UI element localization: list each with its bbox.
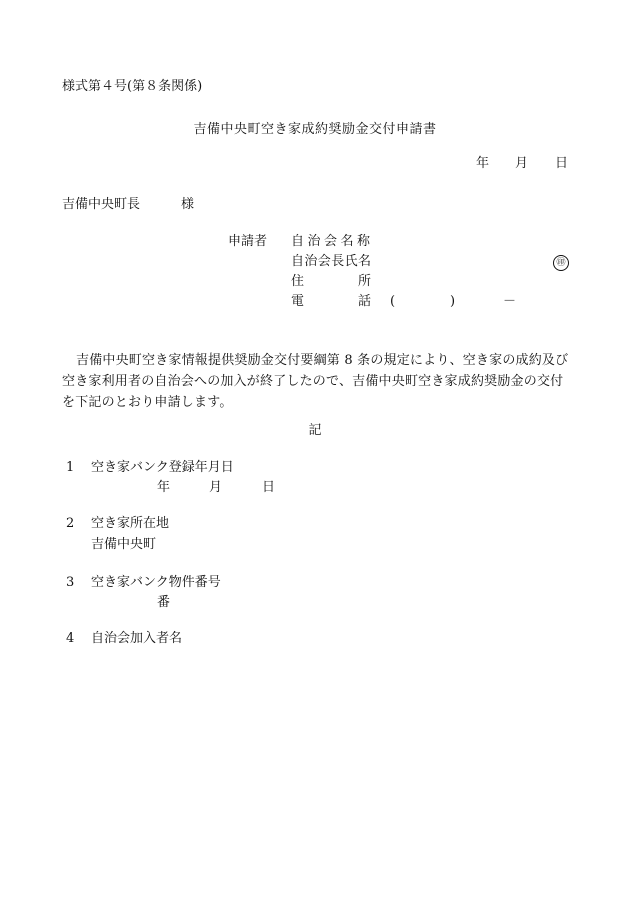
ki-heading: 記 (308, 423, 322, 438)
date-day-label: 日 (555, 156, 569, 171)
item-label: 自治会加入者名 (91, 631, 183, 646)
application-paragraph: 吉備中央町空き家情報提供奨励金交付要綱第 8 条の規定により、空き家の成約及び空き家利用者の自治会への加入が終了したので、吉備中央町空き家成約奨励金の交付を下記のとおり申請します。 (62, 353, 569, 410)
item-label: 空き家バンク登録年月日 (91, 460, 234, 475)
registration-day-label: 日 (262, 480, 276, 495)
leader-name-label: 自治会長氏名 (291, 254, 371, 269)
seal-mark-icon: ㊞ (553, 255, 569, 271)
registration-month-label: 月 (209, 480, 223, 495)
addressee-name: 吉備中央町長 (62, 197, 141, 212)
applicant-label: 申請者 (228, 234, 268, 249)
property-number-suffix: 番 (157, 595, 171, 610)
location-town-value: 吉備中央町 (91, 537, 157, 552)
address-label: 住所 (291, 274, 371, 289)
association-name-label: 自治会名称 (291, 234, 374, 249)
item-number: 4 (66, 631, 75, 646)
item-number: 3 (66, 575, 75, 590)
date-year-label: 年 (476, 156, 490, 171)
item-number: 1 (66, 460, 75, 475)
registration-year-label: 年 (157, 480, 171, 495)
phone-dash: － (503, 294, 517, 309)
item-label: 空き家所在地 (91, 516, 170, 531)
form-number: 様式第４号(第８条関係) (62, 79, 203, 94)
phone-close-paren: ) (450, 294, 456, 309)
addressee-honorific: 様 (181, 197, 195, 212)
phone-label: 電話 (291, 294, 371, 309)
item-number: 2 (66, 516, 75, 531)
item-label: 空き家バンク物件番号 (91, 575, 221, 590)
date-month-label: 月 (515, 156, 529, 171)
document-title: 吉備中央町空き家成約奨励金交付申請書 (193, 122, 437, 137)
phone-open-paren: ( (390, 294, 396, 309)
